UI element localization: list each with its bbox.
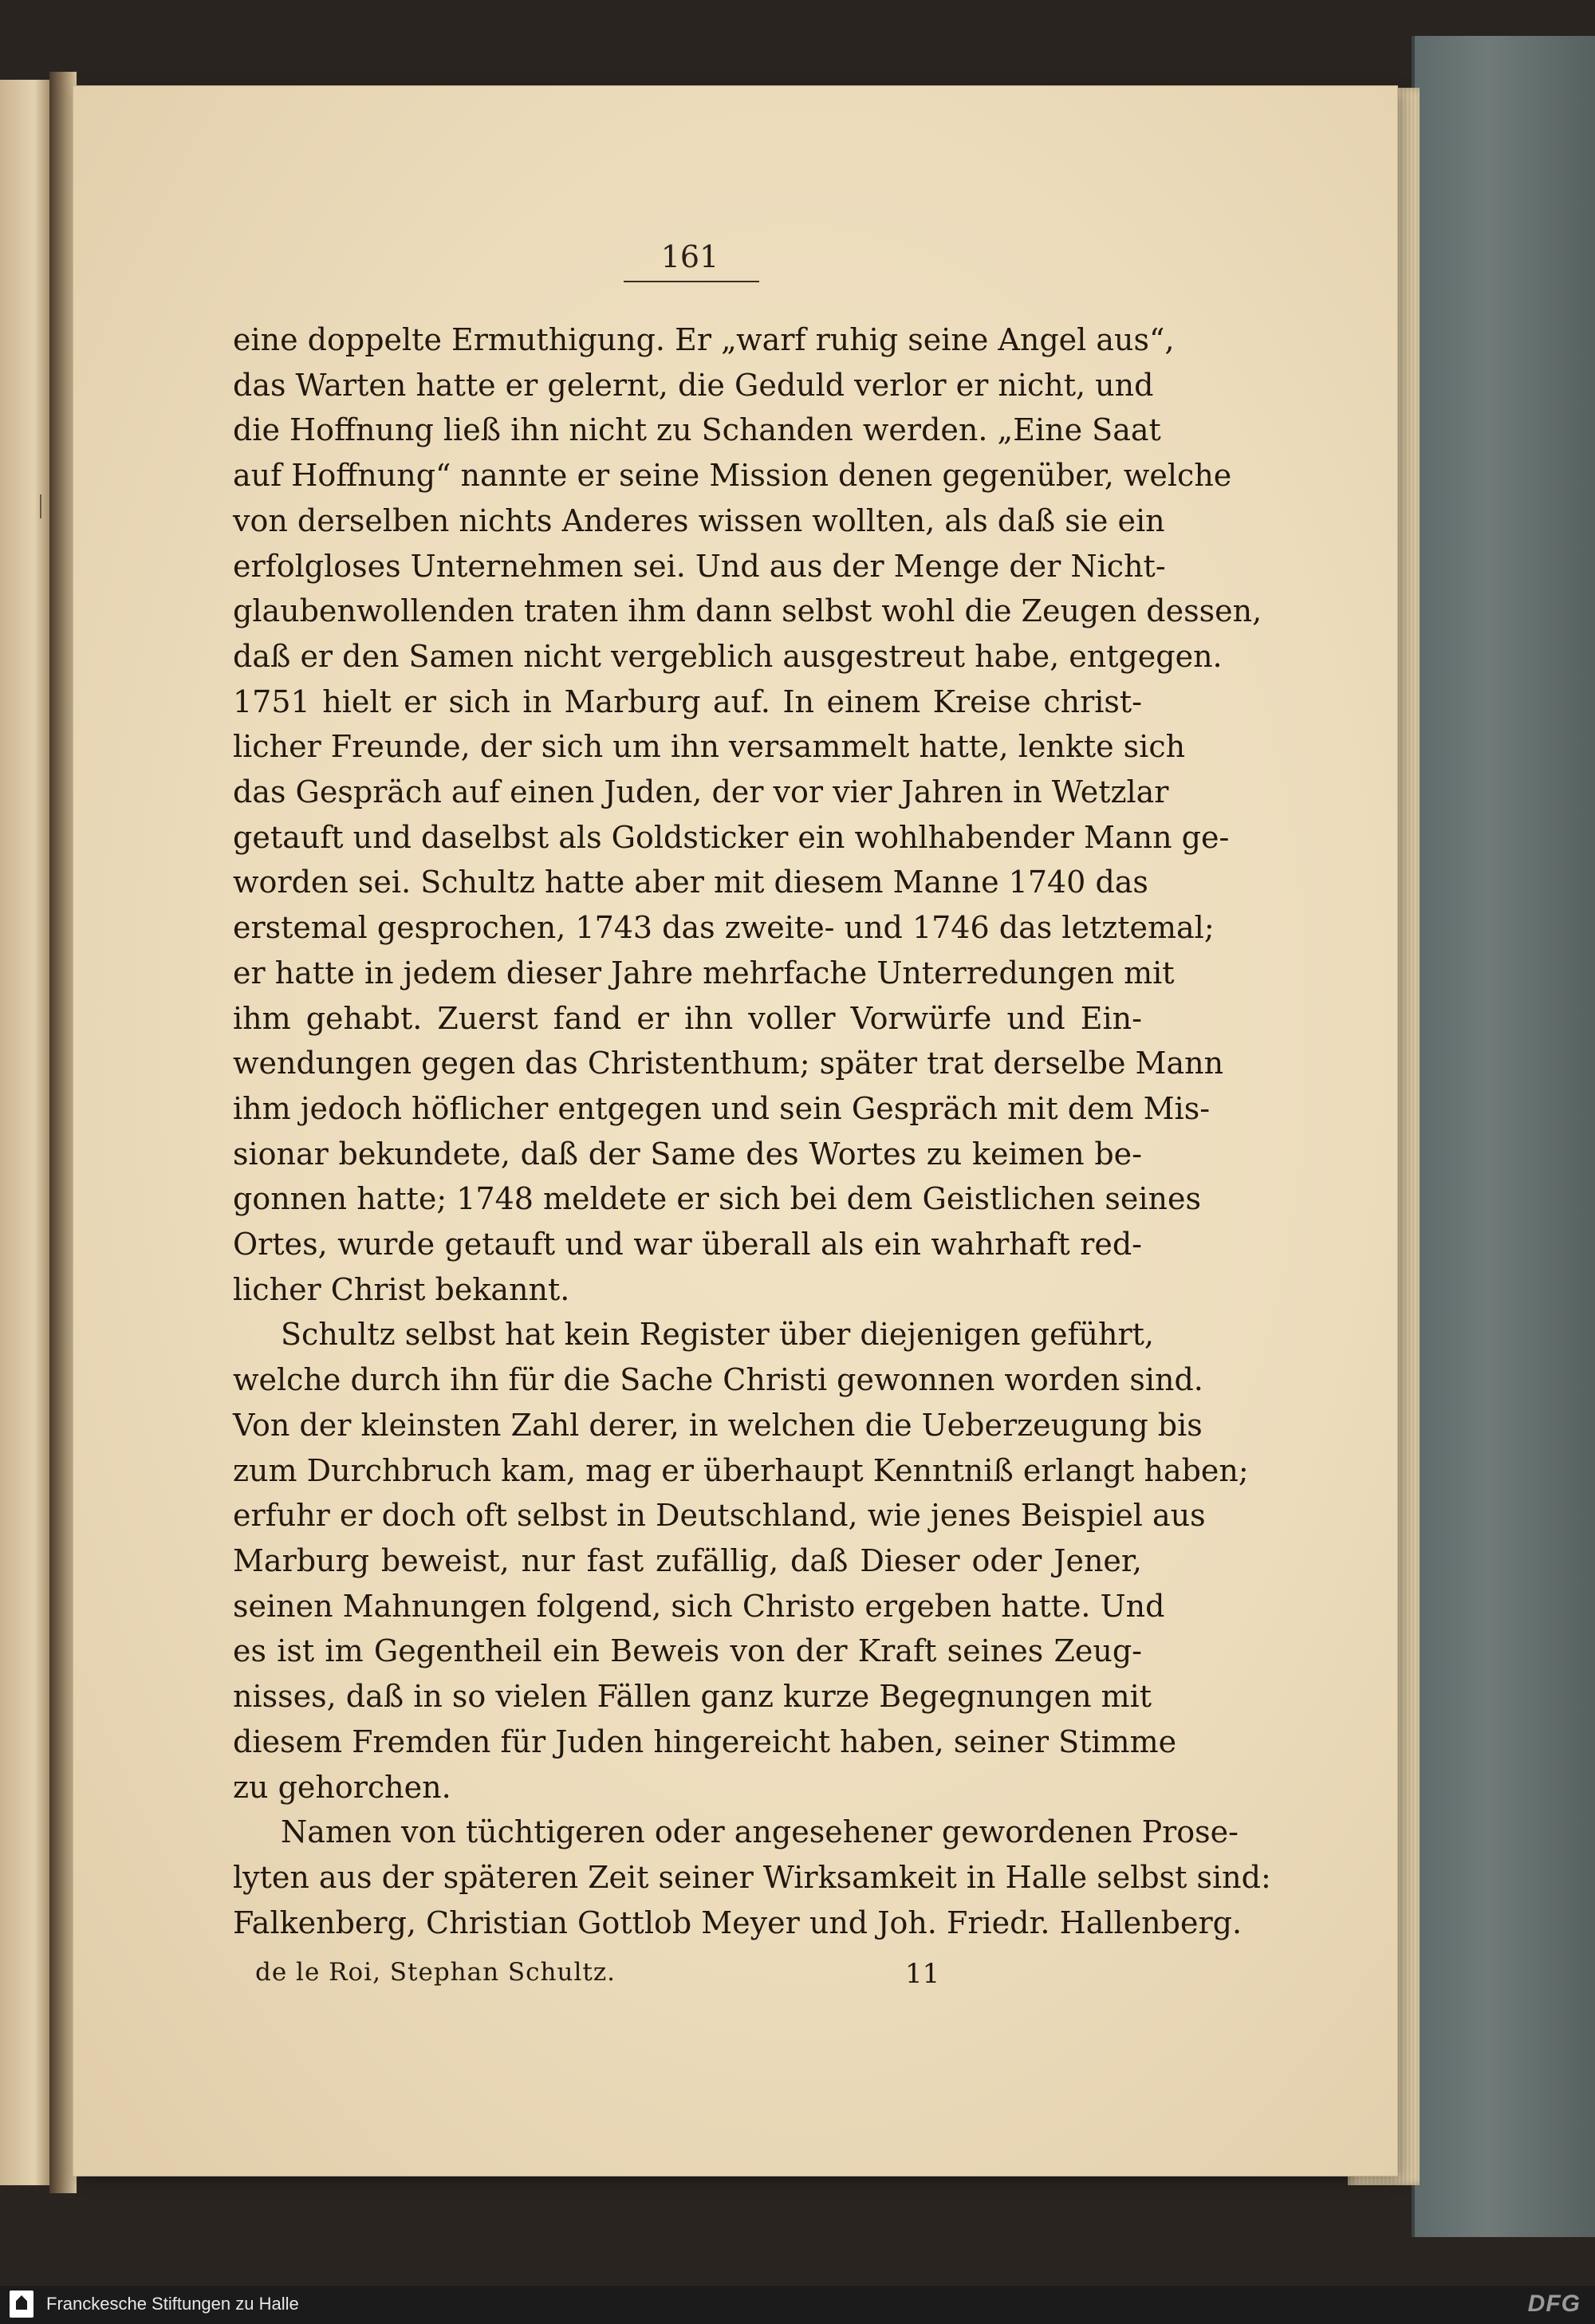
text-line: diesem Fremden für Juden hingereicht haben, seiner Stimme: [233, 1723, 1177, 1759]
institution-name: Franckesche Stiftungen zu Halle: [46, 2294, 299, 2314]
text-line: nisses, daß in so vielen Fällen ganz kurze Begegnungen mit: [233, 1679, 1152, 1715]
book-gutter: [49, 72, 77, 2193]
text-line: erfolgloses Unternehmen sei. Und aus der Menge der Nicht-: [233, 548, 1166, 584]
signature-number: 11: [905, 1958, 940, 1990]
page-footer: [239, 1958, 1037, 1996]
text-line: das Gespräch auf einen Juden, der vor vier Jahren in Wetzlar: [233, 774, 1169, 810]
left-facing-page: [0, 80, 49, 2185]
viewer-footer-bar: [0, 2286, 1595, 2324]
text-line: daß er den Samen nicht vergeblich ausgestreut habe, entgegen.: [233, 638, 1223, 674]
text-line: Namen von tüchtigeren oder angesehener gewordenen Prose-: [281, 1814, 1239, 1850]
text-line: Marburg beweist, nur fast zufällig, daß Dieser oder Jener,: [233, 1542, 1142, 1578]
institution-logo-icon: [10, 2291, 33, 2318]
text-line: wendungen gegen das Christenthum; später trat derselbe Mann: [233, 1046, 1224, 1081]
text-line: ihm gehabt. Zuerst fand er ihn voller Vorwürfe und Ein-: [233, 1000, 1142, 1036]
text-line: seinen Mahnungen folgend, sich Christo ergeben hatte. Und: [233, 1588, 1165, 1624]
text-line: Ortes, wurde getauft und war überall als ein wahrhaft red-: [233, 1227, 1142, 1262]
text-line: lyten aus der späteren Zeit seiner Wirksamkeit in Halle selbst sind:: [233, 1859, 1271, 1895]
text-line: erfuhr er doch oft selbst in Deutschland, wie jenes Beispiel aus: [233, 1498, 1206, 1534]
text-line: getauft und daselbst als Goldsticker ein wohlhabender Mann ge-: [233, 819, 1230, 855]
text-line: es ist im Gegentheil ein Beweis von der Kraft seines Zeug-: [233, 1633, 1142, 1669]
text-line: sionar bekundete, daß der Same des Wortes zu keimen be-: [233, 1136, 1142, 1172]
text-line: auf Hoffnung“ nannte er seine Mission denen gegenüber, welche: [233, 458, 1232, 494]
body-text: [233, 317, 1271, 1945]
text-line: das Warten hatte er gelernt, die Geduld verlor er nicht, und: [233, 367, 1154, 403]
text-line: licher Freunde, der sich um ihn versammelt hatte, lenkte sich: [233, 729, 1186, 765]
text-line: die Hoffnung ließ ihn nicht zu Schanden werden. „Eine Saat: [233, 412, 1161, 448]
text-line: von derselben nichts Anderes wissen wollten, als daß sie ein: [233, 502, 1165, 538]
text-line: 1751 hielt er sich in Marburg auf. In einem Kreise christ-: [233, 683, 1142, 719]
text-line: Von der kleinsten Zahl derer, in welchen die Ueberzeugung bis: [233, 1407, 1203, 1443]
text-line: gonnen hatte; 1748 meldete er sich bei dem Geistlichen seines: [233, 1181, 1202, 1217]
text-line: welche durch ihn für die Sache Christi gewonnen worden sind.: [233, 1362, 1203, 1398]
header-rule: [624, 281, 759, 282]
text-line: zum Durchbruch kam, mag er überhaupt Kenntniß erlangt haben;: [233, 1452, 1249, 1488]
text-line: zu gehorchen.: [233, 1769, 451, 1805]
text-line: er hatte in jedem dieser Jahre mehrfache Unterredungen mit: [233, 955, 1175, 991]
page-number: 161: [660, 239, 719, 274]
text-line: worden sei. Schultz hatte aber mit diesem Manne 1740 das: [233, 865, 1148, 900]
dfg-logo: DFG: [1527, 2291, 1581, 2317]
text-line: Schultz selbst hat kein Register über diejenigen geführt,: [281, 1317, 1154, 1353]
text-line: Falkenberg, Christian Gottlob Meyer und Joh. Friedr. Hallenberg.: [233, 1904, 1243, 1940]
text-line: licher Christ bekannt.: [233, 1271, 570, 1307]
signature-line: de le Roi, Stephan Schultz.: [255, 1958, 616, 1987]
text-line: ihm jedoch höflicher entgegen und sein Gespräch mit dem Mis-: [233, 1090, 1211, 1126]
book-cover: [1412, 36, 1595, 2237]
text-line: erstemal gesprochen, 1743 das zweite- und 1746 das letztemal;: [233, 910, 1215, 946]
text-line: glaubenwollenden traten ihm dann selbst wohl die Zeugen dessen,: [233, 593, 1262, 629]
text-line: eine doppelte Ermuthigung. Er „warf ruhig seine Angel aus“,: [233, 322, 1175, 357]
